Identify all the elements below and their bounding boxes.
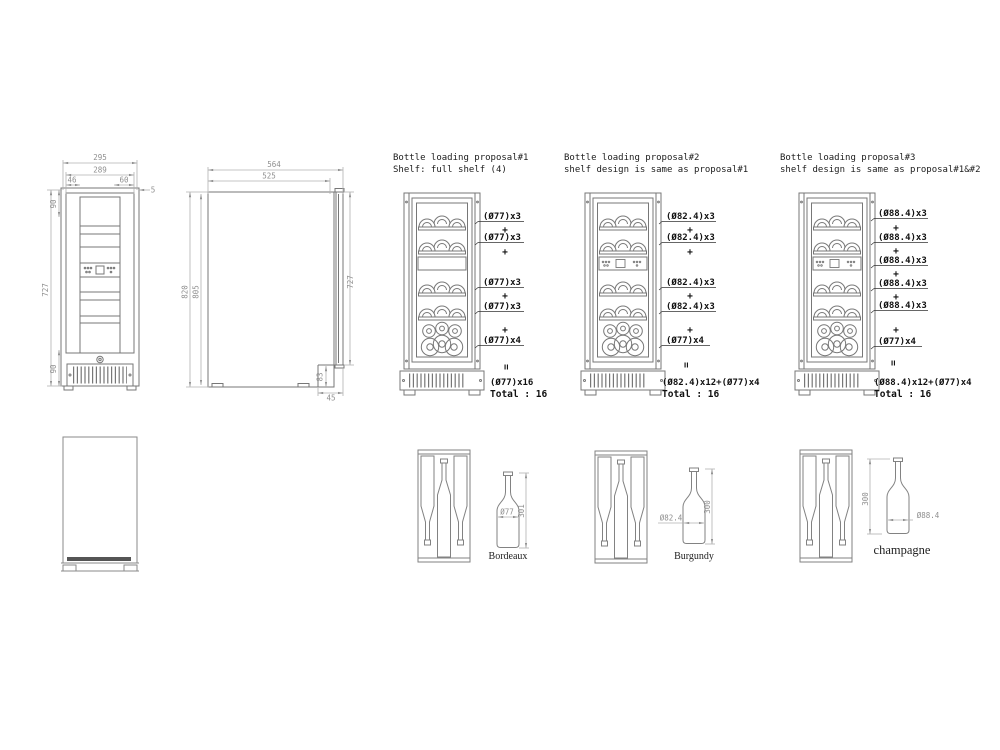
proposal-3-sum: (Ø88.4)x12+(Ø77)x4 [874,378,972,388]
proposal-1-entry: (Ø77)x3 [483,278,521,288]
proposal-2-cabinet [581,193,665,395]
bottle-type-burgundy [595,451,715,563]
dim-front-width-outer: 295 [93,153,107,162]
dim-side-door-height: 727 [346,275,355,289]
cabinet-base-strip [67,557,131,561]
side-door-panel [336,192,343,365]
proposal-2-entry: (Ø82.4)x3 [666,278,715,288]
plus-sign: + [687,291,693,302]
plus-sign: + [893,223,899,234]
proposal-2 [564,153,760,400]
dim-side-depth-inner: 525 [262,171,276,181]
proposal-1-subtitle: Shelf: full shelf (4) [393,165,507,175]
front-control-panel [80,263,120,277]
proposal-1 [393,153,547,400]
proposal-1-title: Bottle loading proposal#1 [393,153,529,163]
plus-sign: + [687,325,693,336]
plus-sign: + [502,247,508,258]
proposal-2-sum: (Ø82.4)x12+(Ø77)x4 [662,378,760,388]
dim-champagne-diameter: Ø88.4 [916,511,940,520]
side-dimension-lines [186,167,354,396]
bordeaux-label: Bordeaux [488,551,528,562]
front-dimension-lines [47,160,150,386]
equals-sign: = [680,362,691,368]
champagne-label: champagne [873,543,931,557]
bordeaux-rack-topview [418,450,470,562]
door-lock-icon [97,356,103,362]
plus-sign: + [893,246,899,257]
dim-burgundy-diameter: Ø82.4 [659,513,683,523]
proposal-3-entry: (Ø77)x4 [878,337,916,347]
plus-sign: + [687,225,693,236]
dim-front-right-offset: 60 [119,175,129,185]
dim-front-width-inner: 289 [93,165,107,175]
proposal-3-subtitle: shelf design is same as proposal#1&#2 [780,165,981,175]
dim-front-left-offset: 46 [67,175,77,185]
proposal-2-entry: (Ø77)x4 [666,336,704,346]
side-cabinet-outline [208,189,344,388]
front-cabinet-outline [61,188,139,390]
proposal-3 [780,153,980,400]
proposal-1-entry: (Ø77)x3 [483,233,521,243]
proposal-2-entry: (Ø82.4)x3 [666,302,715,312]
equals-sign: = [887,360,898,366]
proposal-3-entry: (Ø88.4)x3 [878,209,927,219]
dim-side-depth-outer: 564 [267,160,281,169]
proposal-2-entry: (Ø82.4)x3 [666,233,715,243]
dim-side-height-outer: 820 [180,285,190,299]
proposal-2-entry: (Ø82.4)x3 [666,212,715,222]
dim-side-base-height: 83 [315,372,325,382]
dim-front-bottom-section: 90 [49,364,58,374]
bottle-type-champagne [800,450,940,562]
plus-sign: + [502,325,508,336]
proposal-2-title: Bottle loading proposal#2 [564,153,700,163]
proposal-3-control-panel [816,260,855,268]
proposal-1-entry: (Ø77)x4 [483,336,521,346]
champagne-dim-lines [867,459,913,534]
burgundy-bottle-profile [683,468,705,544]
champagne-rack-topview [800,450,852,562]
equals-sign: = [500,364,511,370]
plus-sign: + [502,291,508,302]
dim-bordeaux-height: 301 [517,504,526,518]
plus-sign: + [893,292,899,303]
proposal-1-total: Total : 16 [490,389,548,400]
plus-sign: + [893,269,899,280]
dim-front-edge-gap: 5 [150,185,156,195]
burgundy-rack-topview [595,451,647,563]
proposal-1-cabinet [400,193,484,395]
plus-sign: + [893,325,899,336]
dim-side-base-depth: 45 [326,393,336,403]
dim-front-height: 727 [41,283,50,297]
proposal-3-cabinet [795,193,879,395]
proposal-2-subtitle: shelf design is same as proposal#1 [564,165,749,175]
dim-burgundy-height: 300 [703,500,712,514]
plus-sign: + [687,247,693,258]
proposal-3-entry: (Ø88.4)x3 [878,256,927,266]
proposal-3-title: Bottle loading proposal#3 [780,153,916,163]
proposal-2-control-panel [602,260,641,268]
proposal-1-sum: (Ø77)x16 [490,378,534,388]
front-view [41,153,155,390]
dim-side-height-inner: 805 [191,285,201,299]
dim-bordeaux-diameter: Ø77 [500,507,514,517]
closed-cabinet-view [61,437,139,571]
side-view [181,160,356,403]
proposal-3-entry: (Ø88.4)x3 [878,233,927,243]
proposal-1-entry: (Ø77)x3 [483,302,521,312]
proposal-3-entry: (Ø88.4)x3 [878,279,927,289]
dim-front-top-section: 90 [49,199,58,209]
proposal-3-entry: (Ø88.4)x3 [878,301,927,311]
bottle-type-bordeaux [418,450,529,562]
champagne-bottle-profile [887,458,909,534]
proposal-1-entry: (Ø77)x3 [483,212,521,222]
proposal-2-total: Total : 16 [662,389,720,400]
proposal-3-total: Total : 16 [874,389,932,400]
plus-sign: + [502,225,508,236]
burgundy-label: Burgundy [674,551,714,562]
dim-champagne-height: 300 [861,492,870,506]
